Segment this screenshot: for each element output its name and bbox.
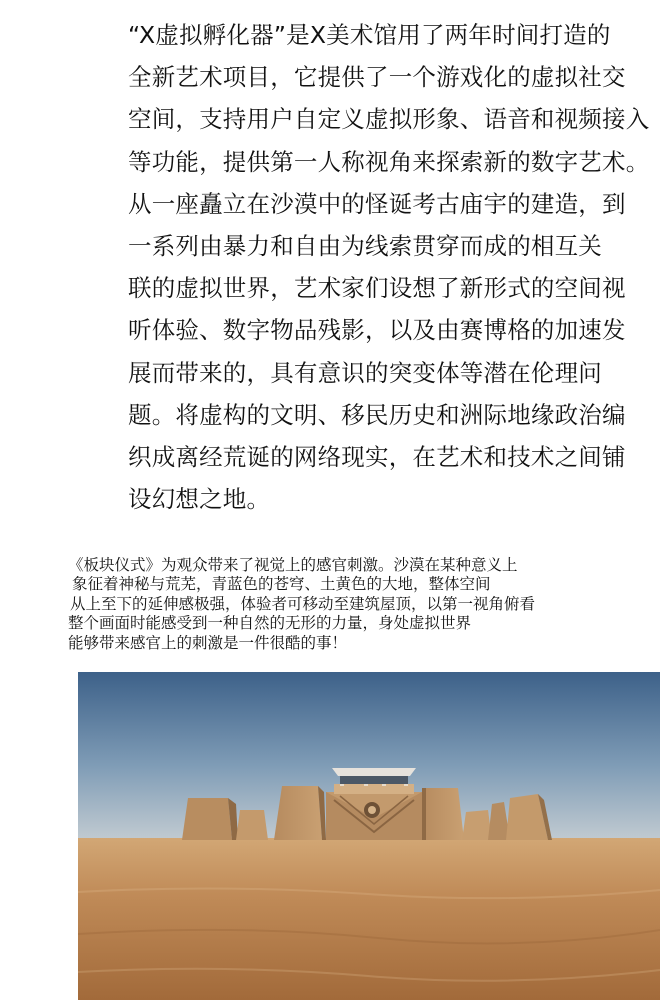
body-line-12: 设幻想之地。 xyxy=(128,485,271,514)
image-caption xyxy=(68,556,628,653)
body-line-11: 织成离经荒诞的网络现实，在艺术和技术之间铺 xyxy=(128,442,626,471)
body-line-6: 一系列由暴力和自由为线索贯穿而成的相互关 xyxy=(128,231,602,260)
caption-line-4: 整个画面时能感受到一种自然的无形的力量，身处虚拟世界 xyxy=(68,614,472,633)
body-line-5: 从一座矗立在沙漠中的怪诞考古庙宇的建造，到 xyxy=(128,189,626,218)
caption-line-5: 能够带来感官上的刺激是一件很酷的事！ xyxy=(68,633,348,652)
body-line-1: “X虚拟孵化器”是X美术馆用了两年时间打造的 xyxy=(128,21,611,49)
caption-line-2: 象征着神秘与荒芜，青蓝色的苍穹、土黄色的大地，整体空间 xyxy=(72,575,491,594)
caption-line-1: 《板块仪式》为观众带来了视觉上的感官刺激。沙漠在某种意义上 xyxy=(68,556,518,574)
body-line-3: 空间，支持用户自定义虚拟形象、语音和视频接入 xyxy=(128,105,650,134)
body-line-9: 展而带来的，具有意识的突变体等潜在伦理问 xyxy=(128,358,602,387)
body-line-8: 听体验、数字物品残影，以及由赛博格的加速发 xyxy=(128,316,626,345)
body-line-7: 联的虚拟世界，艺术家们设想了新形式的空间视 xyxy=(128,274,626,303)
article-body xyxy=(128,14,648,520)
body-line-4: 等功能，提供第一人称视角来探索新的数字艺术。 xyxy=(128,147,650,176)
body-line-10: 题。将虚构的文明、移民历史和洲际地缘政治编 xyxy=(128,400,626,429)
desert-temple-photo xyxy=(78,672,660,1000)
desert-temple-render xyxy=(78,672,660,1000)
body-line-2: 全新艺术项目，它提供了一个游戏化的虚拟社交 xyxy=(128,63,626,92)
caption-line-3: 从上至下的延伸感极强，体验者可移动至建筑屋顶，以第一视角俯看 xyxy=(70,594,536,613)
